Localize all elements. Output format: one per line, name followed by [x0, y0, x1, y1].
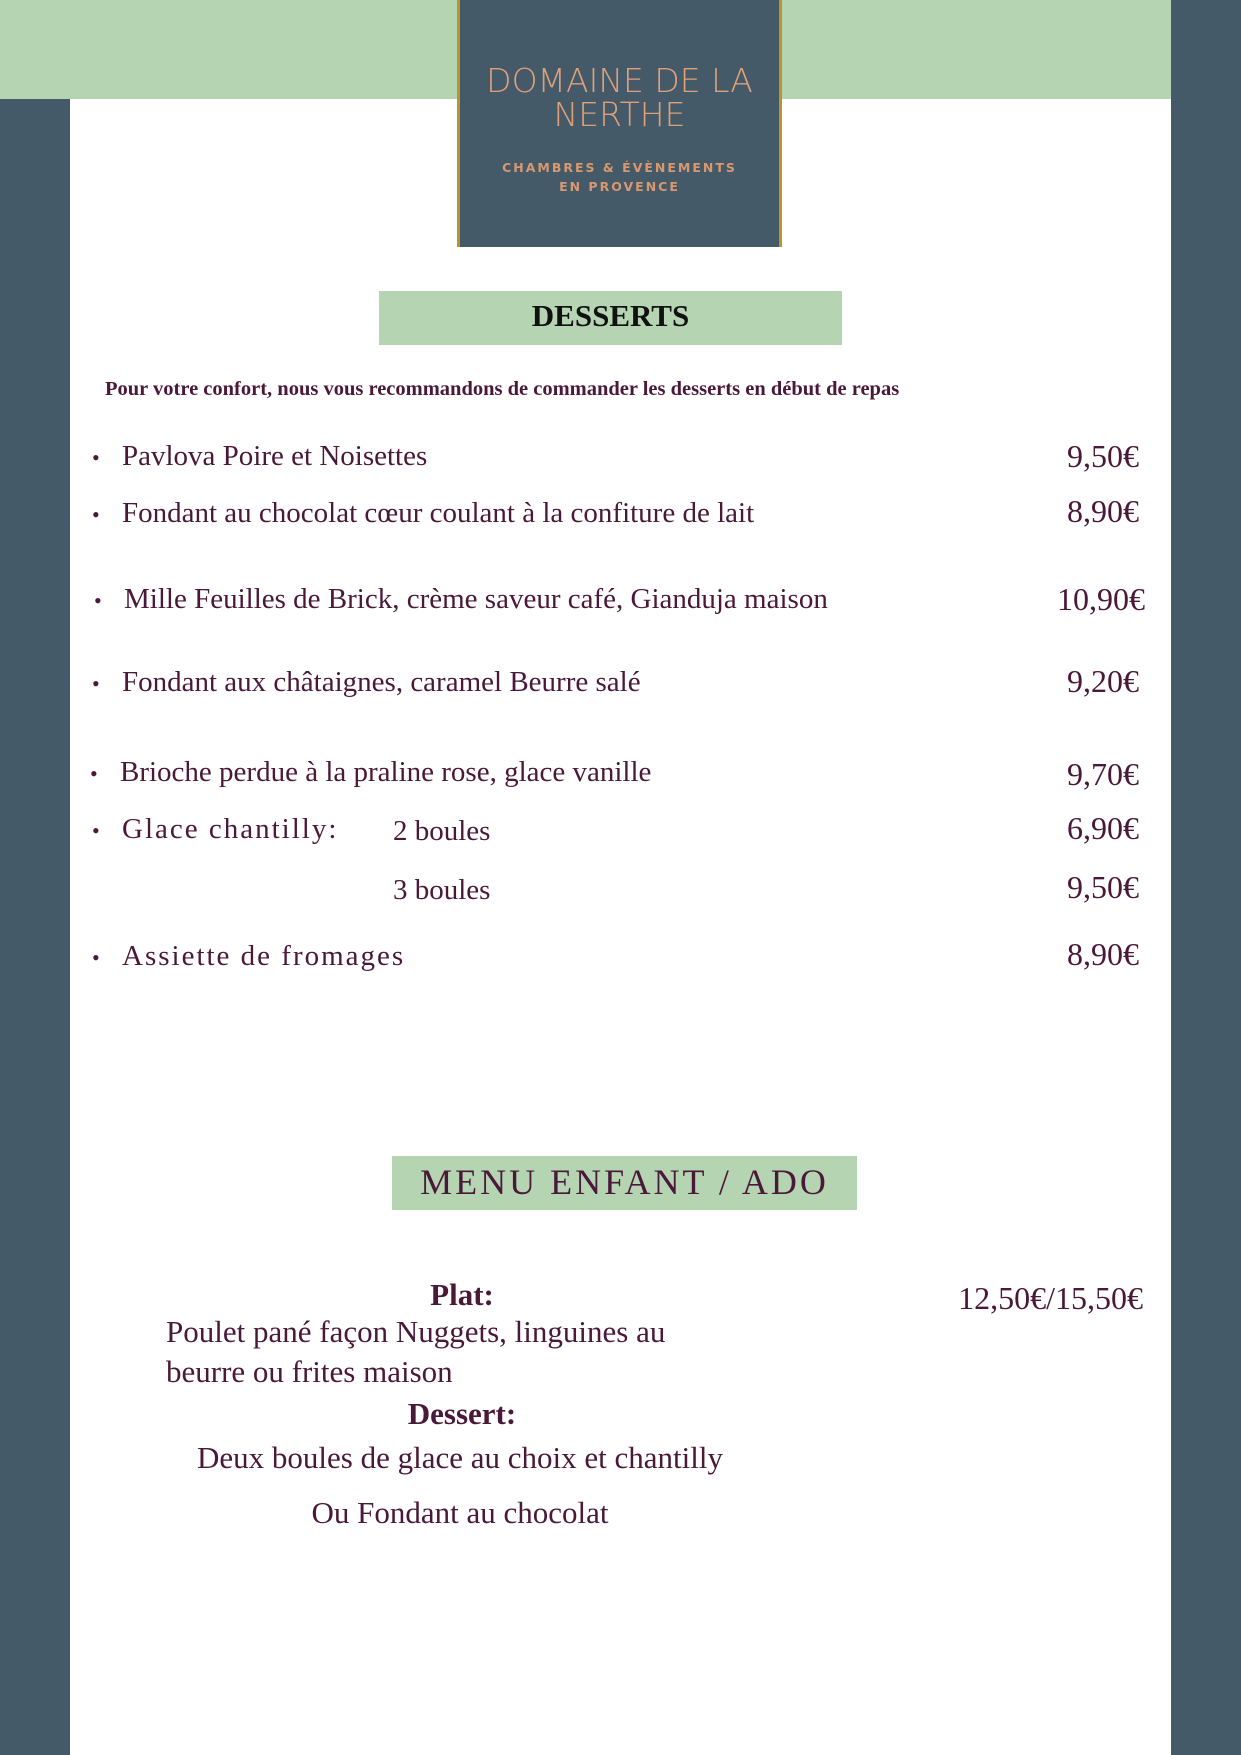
- bullet-icon: •: [92, 502, 100, 528]
- dessert-line1: Deux boules de glace au choix et chantilly: [197, 1440, 723, 1475]
- logo-subtitle-line1: CHAMBRES & ÉVÈNEMENTS: [502, 160, 737, 175]
- menu-item: [94, 583, 828, 616]
- item-name: Glace chantilly:: [122, 813, 339, 845]
- bullet-icon: •: [92, 945, 102, 971]
- logo-title-line1: DOMAINE DE LA: [486, 61, 753, 100]
- item-name: Mille Feuilles de Brick, crème saveur café, Gianduja maison: [124, 583, 828, 615]
- menu-item: [92, 813, 338, 846]
- item-price: 8,90€: [1067, 493, 1139, 529]
- menu-item: [92, 440, 427, 473]
- logo-title: [460, 61, 779, 134]
- logo-subtitle-line2: EN PROVENCE: [559, 179, 680, 194]
- desserts-heading: DESSERTS: [379, 291, 842, 345]
- desserts-note: Pour votre confort, nous vous recommandons de commander les desserts en début de repas: [105, 378, 900, 400]
- menu-item: [92, 666, 641, 699]
- logo-title-line2: NERTHE: [553, 95, 686, 134]
- menu-item: [90, 756, 651, 789]
- item-price: 10,90€: [1057, 581, 1145, 617]
- bullet-icon: •: [92, 818, 102, 844]
- bullet-icon: •: [94, 588, 102, 614]
- item-name: Brioche perdue à la praline rose, glace vanille: [120, 756, 652, 788]
- item-name: Fondant au chocolat cœur coulant à la confiture de lait: [122, 497, 755, 529]
- kids-menu-price: 12,50€/15,50€: [958, 1280, 1143, 1316]
- right-frame-strip: [1171, 0, 1241, 1755]
- menu-item: [92, 497, 754, 530]
- option-price: 6,90€: [1067, 810, 1139, 846]
- item-name: Pavlova Poire et Noisettes: [122, 440, 428, 472]
- menu-item: [92, 940, 405, 973]
- plat-line2: beurre ou frites maison: [166, 1354, 453, 1389]
- bullet-icon: •: [90, 761, 98, 787]
- left-frame-strip: [0, 99, 70, 1755]
- item-price: 9,20€: [1067, 663, 1139, 699]
- option-label: 3 boules: [393, 874, 491, 906]
- item-price: 9,70€: [1067, 756, 1139, 792]
- item-name: Assiette de fromages: [122, 940, 406, 972]
- item-name: Fondant aux châtaignes, caramel Beurre salé: [122, 666, 641, 698]
- bullet-icon: •: [92, 671, 100, 697]
- plat-label: Plat:: [430, 1277, 494, 1312]
- kids-menu-heading: MENU ENFANT / ADO: [392, 1156, 857, 1210]
- plat-line1: Poulet pané façon Nuggets, linguines au: [166, 1314, 666, 1349]
- dessert-label: Dessert:: [407, 1396, 517, 1431]
- item-price: 8,90€: [1067, 936, 1139, 972]
- logo: [457, 0, 782, 247]
- bullet-icon: •: [92, 445, 100, 471]
- option-label: 2 boules: [393, 815, 491, 847]
- logo-subtitle: [460, 158, 779, 196]
- option-price: 9,50€: [1067, 869, 1139, 905]
- dessert-line2: Ou Fondant au chocolat: [311, 1495, 609, 1530]
- item-price: 9,50€: [1067, 438, 1139, 474]
